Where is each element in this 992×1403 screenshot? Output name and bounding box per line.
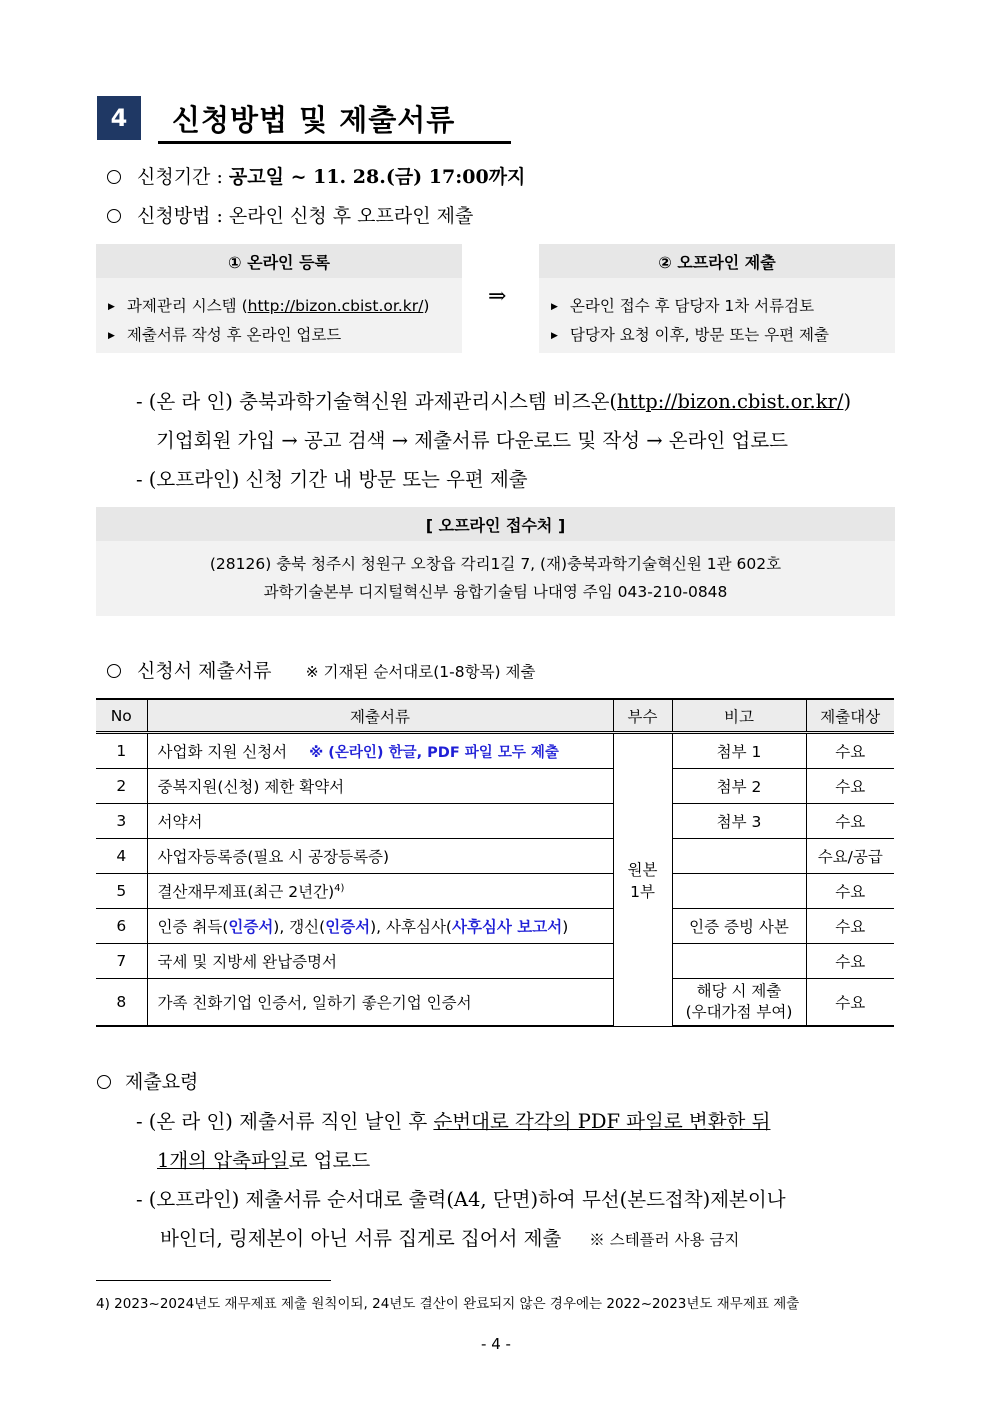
circle-bullet-icon [97, 1075, 111, 1089]
online-step-box [96, 244, 462, 353]
period-line [107, 162, 525, 189]
header-no: No [96, 699, 147, 733]
doc-note: ※ (온라인) 한글, PDF 파일 모두 제출 [309, 745, 559, 761]
section-title-underline [158, 141, 511, 144]
office-contact: 과학기술본부 디지털혁신부 융합기술팀 나대영 주임 043-210-0848 [263, 583, 728, 601]
table-header-row [96, 699, 894, 733]
online-desc-line2: 기업회원 가입 → 공고 검색 → 제출서류 다운로드 및 작성 → 온라인 업로드 [156, 429, 788, 452]
online-step-item: ▶ 과제관리 시스템 (http://bizon.cbist.or.kr/) [108, 297, 430, 315]
offline-step-title: ② 오프라인 제출 [539, 244, 895, 278]
section-title: 신청방법 및 제출서류 [172, 103, 456, 137]
docs-table [96, 698, 894, 1027]
offline-desc: - (오프라인) 신청 기간 내 방문 또는 우편 제출 [136, 468, 528, 491]
triangle-bullet-icon: ▶ [551, 302, 558, 312]
offline-step-item: ▶ 담당자 요청 이후, 방문 또는 우편 제출 [551, 326, 830, 344]
footnote: 4) 2023~2024년도 재무제표 제출 원칙이되, 24년도 결산이 완료되지 않은 경우에는 2022~2023년도 재무제표 제출 [96, 1296, 800, 1312]
circle-bullet-icon [107, 170, 121, 184]
table-row: 3 서약서 첨부 3 수요 [96, 804, 894, 839]
arrow-right-icon: ⇒ [488, 284, 507, 309]
triangle-bullet-icon: ▶ [551, 331, 558, 341]
table-row: 6 인증 취득(인증서), 갱신(인증서), 사후심사(사후심사 보고서) 인증 증빙 사본 수요 [96, 909, 894, 944]
footnote-rule [96, 1280, 331, 1281]
guide-online-line1: - (온 라 인) 제출서류 직인 날인 후 순번대로 각각의 PDF 파일로 변환한 뒤 [136, 1110, 771, 1133]
office-address: (28126) 충북 청주시 청원구 오창읍 각리1길 7, (재)충북과학기술혁신원 1관 602호 [209, 555, 782, 573]
page-number: - 4 - [481, 1335, 511, 1353]
header-target: 제출대상 [806, 699, 894, 733]
header-remark: 비고 [672, 699, 806, 733]
online-step-title: ① 온라인 등록 [96, 244, 462, 278]
guide-online-line2: 1개의 압축파일로 업로드 [157, 1149, 371, 1172]
bizon-link[interactable]: http://bizon.cbist.or.kr/ [617, 390, 844, 413]
table-row: 8 가족 친화기업 인증서, 일하기 좋은기업 인증서 해당 시 제출 (우대가점 부여) 수요 [96, 979, 894, 1027]
period-value: 공고일 ~ 11. 28.(금) 17:00까지 [228, 166, 526, 188]
docs-label: 신청서 제출서류 [137, 660, 272, 682]
docs-label-line [107, 656, 535, 683]
table-row: 4 사업자등록증(필요 시 공장등록증) 수요/공급 [96, 839, 894, 874]
online-desc-line1: - (온 라 인) 충북과학기술혁신원 과제관리시스템 비즈온(http://bizon.cbist.or.kr/) [136, 390, 852, 413]
stapler-note: ※ 스테플러 사용 금지 [589, 1231, 740, 1249]
triangle-bullet-icon: ▶ [108, 302, 115, 312]
method-label: 신청방법 : 온라인 신청 후 오프라인 제출 [137, 205, 474, 227]
table-row: 5 결산재무제표(최근 2년간)$^{4)}$ 수요 [96, 874, 894, 909]
triangle-bullet-icon: ▶ [108, 331, 115, 341]
online-step-item: ▶ 제출서류 작성 후 온라인 업로드 [108, 326, 342, 344]
period-label: 신청기간 : [137, 166, 229, 188]
docs-note: ※ 기재된 순서대로(1-8항목) 제출 [305, 663, 536, 681]
offline-step-item: ▶ 온라인 접수 후 담당자 1차 서류검토 [551, 297, 815, 315]
guide-offline-line1: - (오프라인) 제출서류 순서대로 출력(A4, 단면)하여 무선(본드접착)제본이나 [136, 1188, 786, 1211]
circle-bullet-icon [107, 209, 121, 223]
guide-label-line [97, 1067, 198, 1094]
header-copies: 부수 [613, 699, 672, 733]
offline-office-box [96, 507, 895, 616]
guide-label: 제출요령 [125, 1071, 199, 1093]
footnote-ref: 4) [334, 882, 345, 894]
section-number: 4 [97, 96, 141, 140]
table-row: 7 국세 및 지방세 완납증명서 수요 [96, 944, 894, 979]
copies-cell: 원본 1부 [613, 733, 672, 1027]
guide-offline-line2: 바인더, 링제본이 아닌 서류 집게로 집어서 제출 ※ 스테플러 사용 금지 [160, 1227, 740, 1250]
circle-bullet-icon [107, 664, 121, 678]
office-title: [ 오프라인 접수처 ] [96, 507, 895, 541]
header-doc: 제출서류 [147, 699, 613, 733]
method-line [107, 201, 473, 228]
offline-step-box [539, 244, 895, 353]
table-row: 2 중복지원(신청) 제한 확약서 첨부 2 수요 [96, 769, 894, 804]
table-row: 1 사업화 지원 신청서 ※ (온라인) 한글, PDF 파일 모두 제출 원본 1부 첨부 1 수요 [96, 733, 894, 769]
bizon-link[interactable]: http://bizon.cbist.or.kr/ [247, 297, 424, 315]
